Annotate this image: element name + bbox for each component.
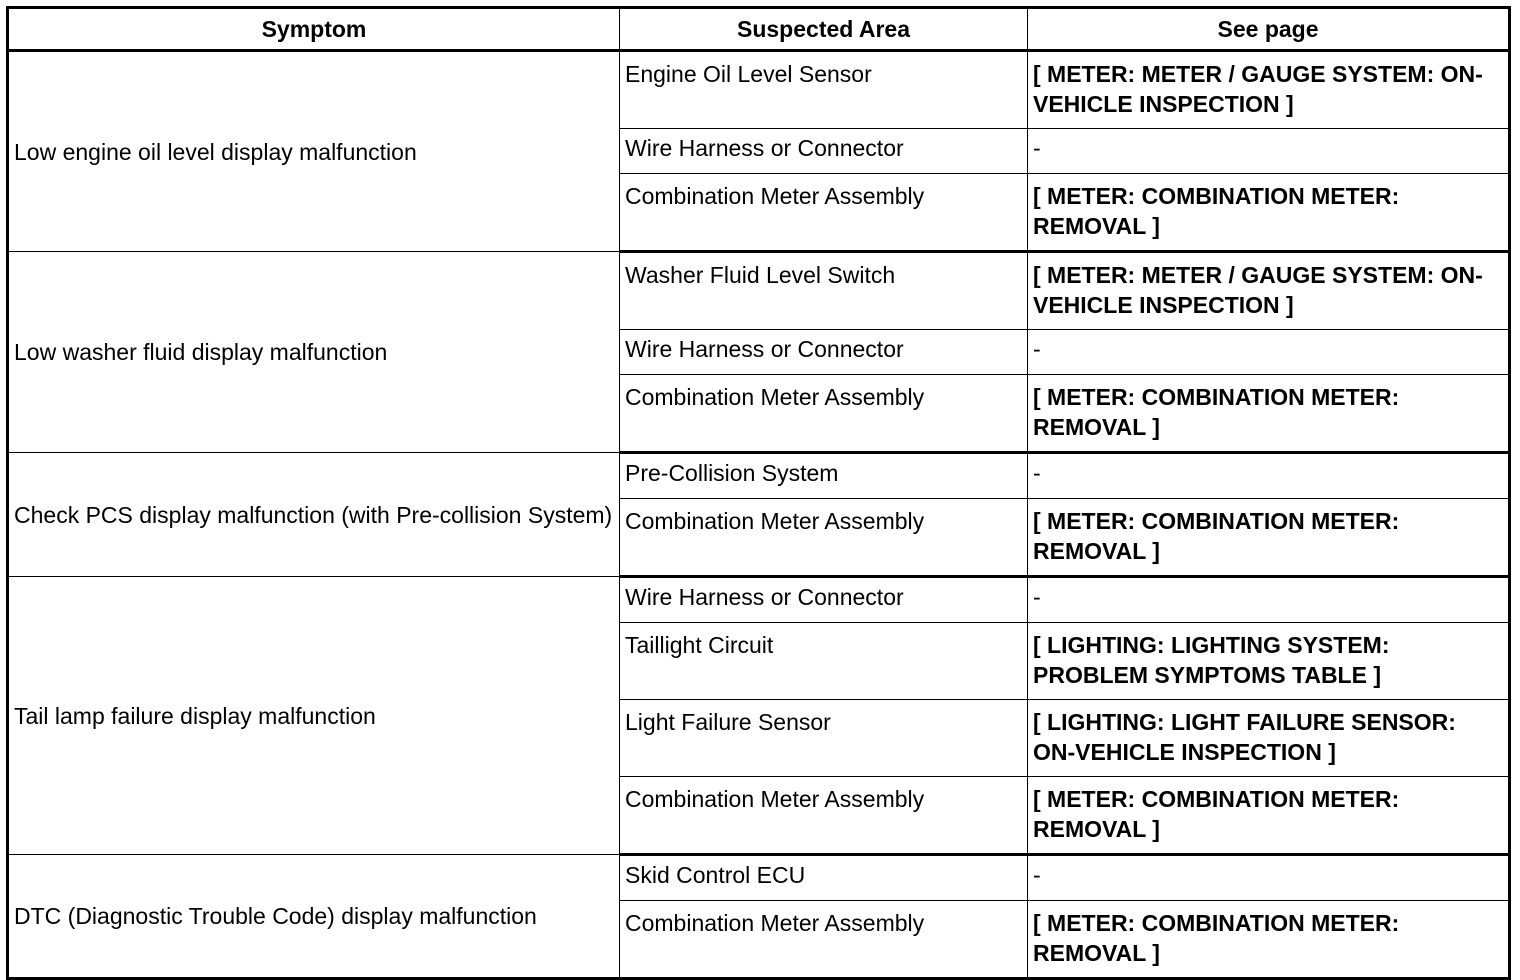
see-page-link[interactable]: [ METER: METER / GAUGE SYSTEM: ON-VEHICLE INSPECTION ] <box>1028 252 1510 330</box>
suspected-area-cell: Combination Meter Assembly <box>620 901 1028 979</box>
suspected-area-cell: Combination Meter Assembly <box>620 174 1028 252</box>
see-page-cell: - <box>1028 129 1510 174</box>
symptom-cell: Check PCS display malfunction (with Pre-collision System) <box>8 453 620 577</box>
suspected-area-cell: Skid Control ECU <box>620 855 1028 901</box>
symptom-cell: Low washer fluid display malfunction <box>8 252 620 453</box>
see-page-link[interactable]: [ METER: COMBINATION METER: REMOVAL ] <box>1028 375 1510 453</box>
see-page-link[interactable]: [ METER: COMBINATION METER: REMOVAL ] <box>1028 777 1510 855</box>
see-page-cell: - <box>1028 330 1510 375</box>
symptom-cell: Low engine oil level display malfunction <box>8 51 620 252</box>
see-page-link[interactable]: [ METER: COMBINATION METER: REMOVAL ] <box>1028 901 1510 979</box>
see-page-link[interactable]: [ METER: METER / GAUGE SYSTEM: ON-VEHICLE INSPECTION ] <box>1028 51 1510 129</box>
suspected-area-cell: Washer Fluid Level Switch <box>620 252 1028 330</box>
see-page-cell: - <box>1028 577 1510 623</box>
header-see-page: See page <box>1028 8 1510 51</box>
symptom-cell: Tail lamp failure display malfunction <box>8 577 620 855</box>
table-row <box>8 252 1510 330</box>
suspected-area-cell: Combination Meter Assembly <box>620 499 1028 577</box>
see-page-link[interactable]: [ LIGHTING: LIGHTING SYSTEM: PROBLEM SYMPTOMS TABLE ] <box>1028 623 1510 700</box>
see-page-link[interactable]: [ METER: COMBINATION METER: REMOVAL ] <box>1028 499 1510 577</box>
header-symptom: Symptom <box>8 8 620 51</box>
suspected-area-cell: Wire Harness or Connector <box>620 330 1028 375</box>
see-page-link[interactable]: [ METER: COMBINATION METER: REMOVAL ] <box>1028 174 1510 252</box>
suspected-area-cell: Light Failure Sensor <box>620 700 1028 777</box>
table-row <box>8 855 1510 901</box>
table-header-row <box>8 8 1510 51</box>
suspected-area-cell: Combination Meter Assembly <box>620 777 1028 855</box>
suspected-area-cell: Combination Meter Assembly <box>620 375 1028 453</box>
table-row <box>8 577 1510 623</box>
table-row <box>8 51 1510 129</box>
table-body <box>8 51 1510 979</box>
suspected-area-cell: Pre-Collision System <box>620 453 1028 499</box>
see-page-cell: - <box>1028 453 1510 499</box>
suspected-area-cell: Engine Oil Level Sensor <box>620 51 1028 129</box>
table-row <box>8 453 1510 499</box>
see-page-link[interactable]: [ LIGHTING: LIGHT FAILURE SENSOR: ON-VEHICLE INSPECTION ] <box>1028 700 1510 777</box>
problem-symptoms-table <box>6 6 1511 980</box>
header-suspected-area: Suspected Area <box>620 8 1028 51</box>
symptom-cell: DTC (Diagnostic Trouble Code) display malfunction <box>8 855 620 979</box>
see-page-cell: - <box>1028 855 1510 901</box>
suspected-area-cell: Wire Harness or Connector <box>620 577 1028 623</box>
suspected-area-cell: Taillight Circuit <box>620 623 1028 700</box>
suspected-area-cell: Wire Harness or Connector <box>620 129 1028 174</box>
